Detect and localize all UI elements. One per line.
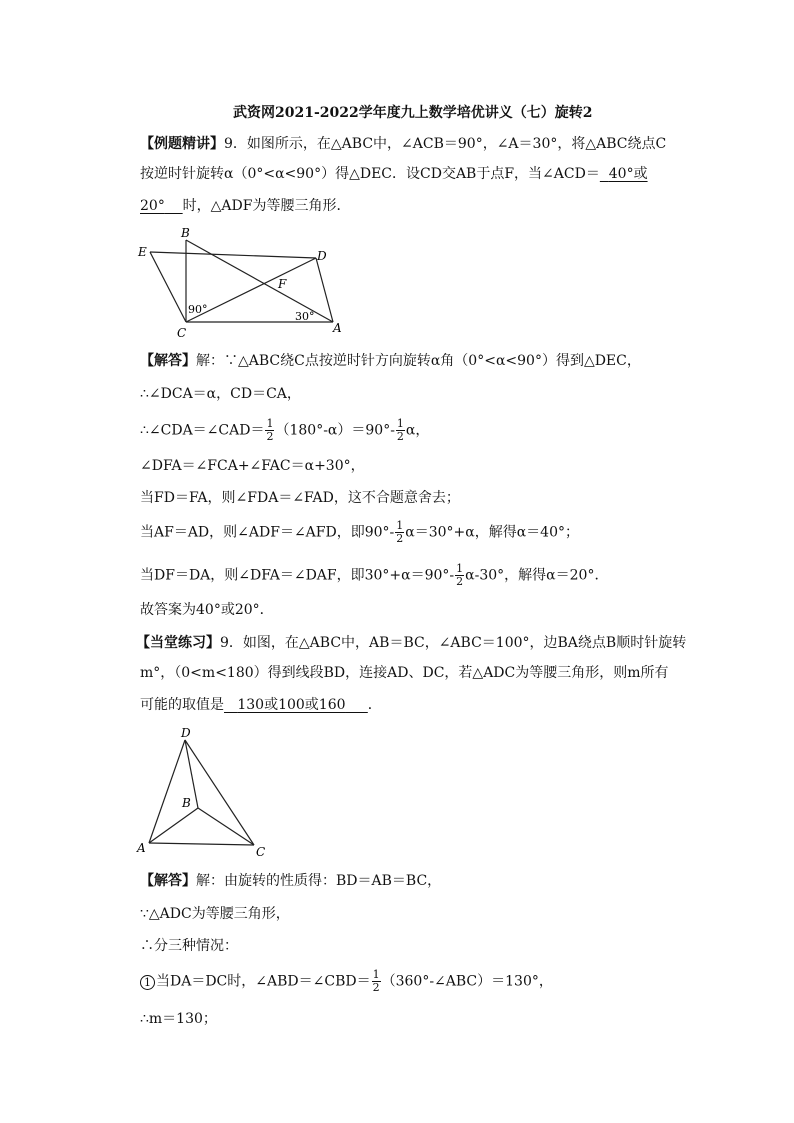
solution2-text-1: 解：由旋转的性质得：BD＝AB＝BC， (196, 873, 442, 889)
label-F: F (278, 277, 287, 291)
solution2-text-4b: （360°-∠ABC）＝130°， (381, 973, 553, 990)
practice-line-1 (136, 633, 686, 653)
practice-tag: 【当堂练习】 (136, 635, 220, 651)
practice-text-3b: ． (367, 697, 382, 713)
fraction-half: $\frac{1}{2}$ (396, 519, 404, 545)
example-tag: 【例题精讲】 (140, 136, 224, 152)
solution1-line-2: ∴∠DCA＝α，CD＝CA， (140, 386, 301, 402)
solution2-text-4a: 当DA＝DC时，∠ABD＝∠CBD＝ (156, 973, 371, 990)
figure-rotation-triangle (135, 225, 375, 345)
solution1-tag: 【解答】 (140, 353, 196, 369)
fraction-half: $\frac{1}{2}$ (372, 968, 380, 994)
label-D: D (317, 249, 327, 263)
figure-isosceles (134, 725, 284, 865)
label-angle-90: 90° (188, 303, 208, 316)
solution2-line-2: ∵△ADC为等腰三角形， (140, 906, 290, 922)
solution1-line-6 (140, 520, 579, 545)
example-answer-a: 40°或 (608, 166, 648, 182)
solution1-text-6b: α＝30°+α，解得α＝40°； (405, 524, 579, 541)
label-A2: A (137, 841, 146, 855)
solution1-text-3c: α， (405, 422, 430, 439)
solution1-text-6a: 当AF＝AD，则∠ADF＝∠AFD，即90°- (140, 524, 395, 541)
label-E: E (138, 245, 147, 259)
example-text-1: 9．如图所示，在△ABC中，∠ACB＝90°，∠A＝30°，将△ABC绕点C (224, 136, 667, 152)
solution1-text-3b: （180°-α）＝90°- (275, 422, 395, 439)
example-text-3: 时，△ADF为等腰三角形． (182, 198, 351, 214)
example-line-1 (140, 134, 666, 154)
label-B2: B (182, 796, 191, 810)
solution1-line-7 (140, 563, 608, 588)
solution1-line-3 (140, 418, 429, 443)
solution2-line-4 (140, 969, 553, 994)
solution1-text-3a: ∴∠CDA＝∠CAD＝ (140, 422, 265, 439)
practice-line-3 (140, 695, 382, 715)
solution1-text-7b: α-30°，解得α＝20°． (465, 567, 609, 584)
practice-line-2: m°，（0<m<180）得到线段BD，连接AD、DC，若△ADC为等腰三角形，则m所有 (140, 665, 669, 681)
solution2-tag: 【解答】 (140, 873, 196, 889)
label-B: B (181, 226, 190, 240)
solution1-line-5: 当FD＝FA，则∠FDA＝∠FAD，这不合题意舍去； (140, 490, 460, 506)
solution1-line-8: 故答案为40°或20°． (140, 602, 274, 618)
solution1-text-7a: 当DF＝DA，则∠DFA＝∠DAF，即30°+α＝90°- (140, 567, 455, 584)
circled-number: 1 (140, 975, 155, 990)
solution2-line-3: ∴分三种情况： (140, 938, 238, 954)
solution1-line-1 (140, 351, 641, 371)
example-line-3 (140, 196, 350, 216)
page-title: 武资网2021-2022学年度九上数学培优讲义（七）旋转2 (233, 105, 593, 121)
example-answer-b: 20° (140, 198, 165, 214)
label-D2: D (181, 726, 191, 740)
solution1-line-4: ∠DFA＝∠FCA+∠FAC＝α+30°， (140, 458, 365, 474)
practice-text-1: 9．如图，在△ABC中，AB＝BC，∠ABC＝100°，边BA绕点B顺时针旋转 (220, 635, 687, 651)
label-angle-30: 30° (295, 310, 315, 323)
label-C: C (177, 326, 187, 340)
solution2-line-1 (140, 871, 441, 891)
practice-answer: 130或100或160 (237, 697, 346, 713)
label-A: A (333, 321, 342, 335)
fraction-half: $\frac{1}{2}$ (396, 417, 404, 443)
solution2-line-5: ∴m＝130； (140, 1011, 217, 1027)
example-text-2: 按逆时针旋转α（0°<α<90°）得△DEC．设CD交AB于点F，当∠ACD＝ (140, 166, 600, 182)
solution1-text-1: 解：∵△ABC绕C点按逆时针方向旋转α角（0°<α<90°）得到△DEC， (196, 353, 641, 369)
fraction-half: $\frac{1}{2}$ (266, 417, 274, 443)
fraction-half: $\frac{1}{2}$ (456, 562, 464, 588)
practice-text-3a: 可能的取值是 (140, 697, 224, 713)
label-C2: C (256, 845, 266, 859)
example-line-2 (140, 164, 648, 184)
